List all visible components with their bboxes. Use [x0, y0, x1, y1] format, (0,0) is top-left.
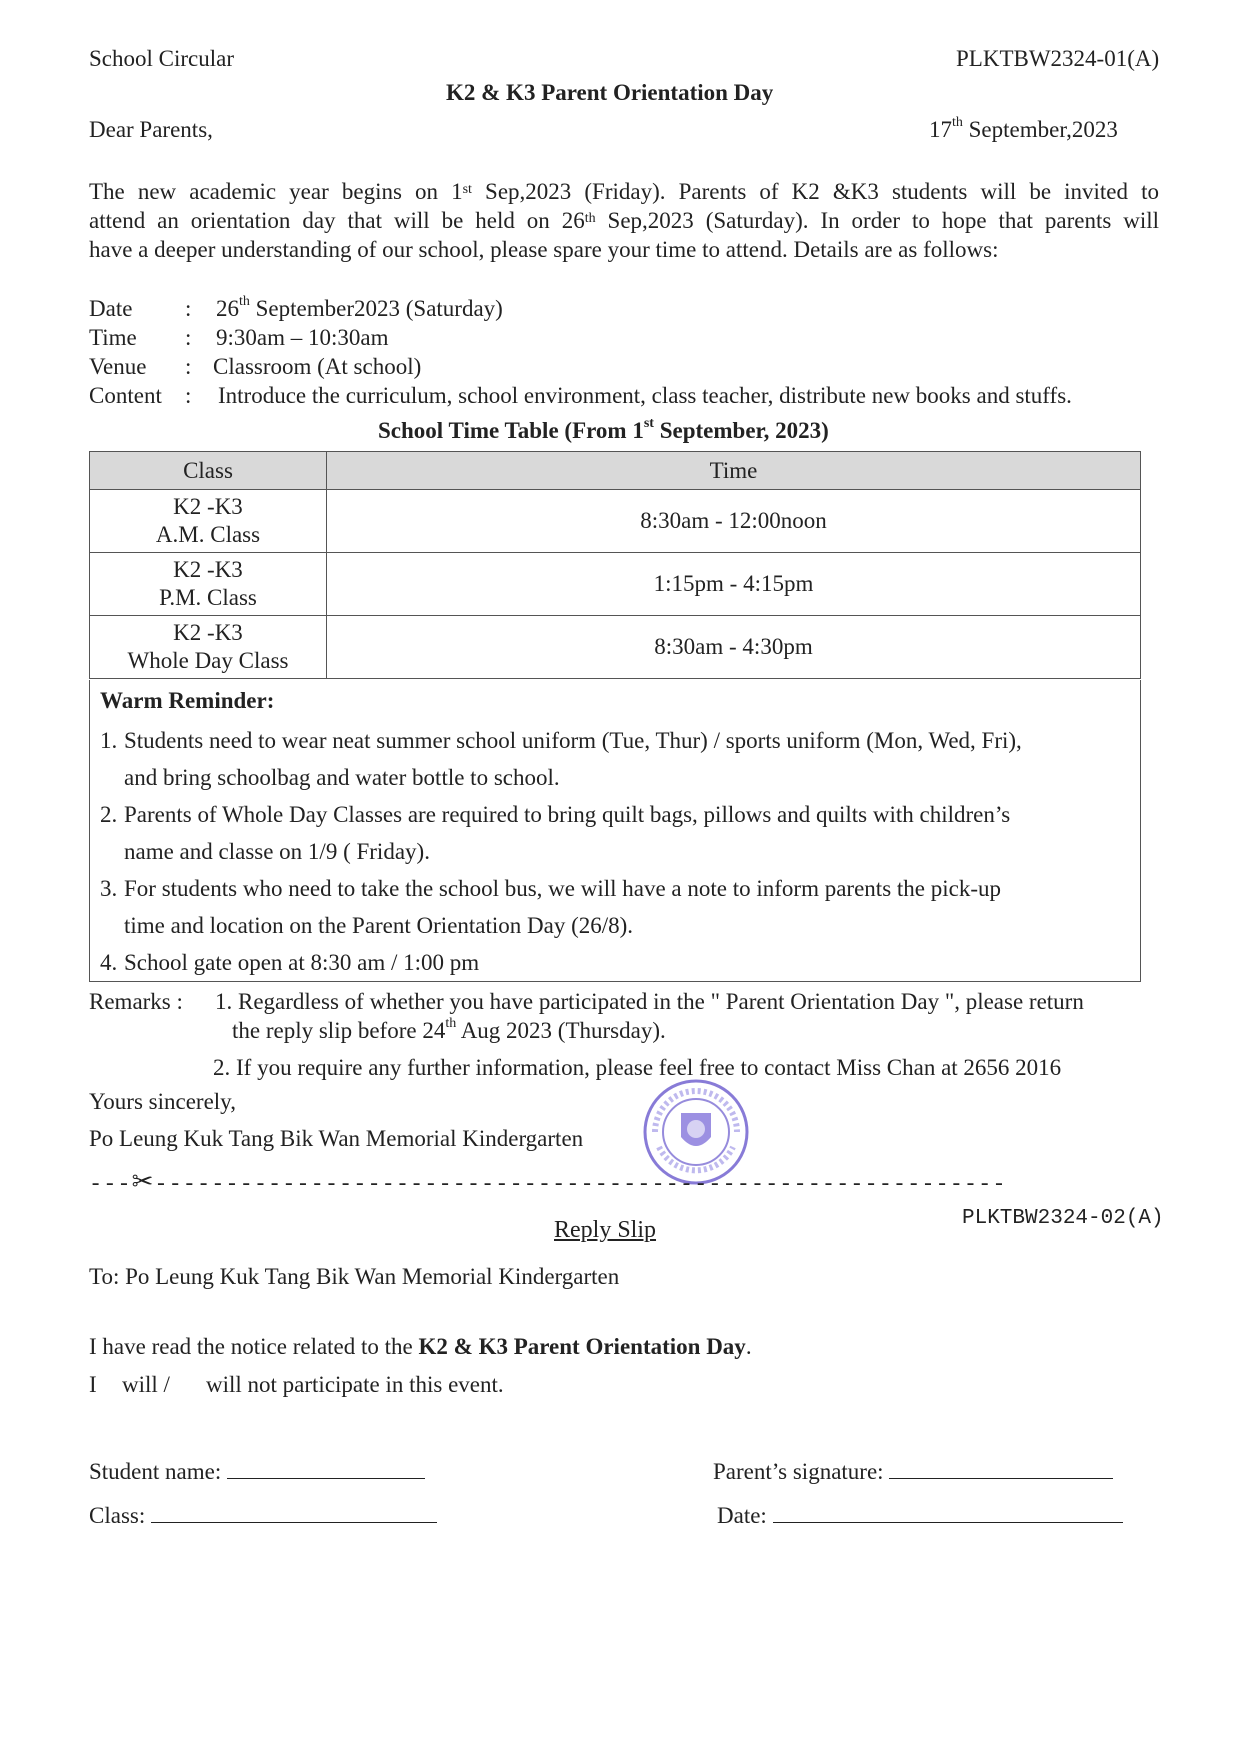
- letter-date-rest: September,2023: [962, 117, 1118, 142]
- detail-colon: :: [185, 383, 192, 408]
- cut-line: [89, 1167, 1007, 1197]
- intro-line-2: attend an orientation day that will be held on 26th Sep,2023 (Saturday). In order to hope that parents will: [89, 208, 1160, 233]
- page-title: K2 & K3 Parent Orientation Day: [446, 80, 774, 105]
- detail-time-label: Time: [89, 325, 137, 350]
- col-class-header: Class: [90, 452, 327, 490]
- timetable: [89, 451, 1141, 679]
- detail-colon: :: [185, 325, 192, 350]
- remark-1-line-2: the reply slip before 24th Aug 2023 (Thursday).: [232, 1016, 666, 1043]
- date-blank[interactable]: [773, 1500, 1123, 1523]
- closing-sincerely: Yours sincerely,: [89, 1089, 236, 1114]
- list-item: 3. For students who need to take the school bus, we will have a note to inform parents the pick-up time and location on the Parent Orientation Day (26/8).: [100, 876, 1001, 938]
- student-name-label: Student name:: [89, 1459, 222, 1484]
- time-cell: 8:30am - 4:30pm: [327, 616, 1141, 679]
- remark-1-line-1: 1. Regardless of whether you have participated in the " Parent Orientation Day ", please return: [215, 989, 1084, 1014]
- detail-content-value: Introduce the curriculum, school environment, class teacher, distribute new books and stuffs.: [218, 383, 1072, 408]
- list-item: 2. Parents of Whole Day Classes are required to bring quilt bags, pillows and quilts with children’s name and classe on 1/9 ( Friday).: [100, 802, 1011, 864]
- detail-colon: :: [185, 296, 192, 321]
- student-name-field: [89, 1456, 425, 1485]
- remark-2: 2. If you require any further information, please feel free to contact Miss Chan at 2656 2016: [213, 1055, 1062, 1080]
- detail-colon: :: [185, 354, 192, 379]
- remarks-label: Remarks :: [89, 989, 183, 1014]
- cut-dashes-left: ---: [89, 1172, 132, 1197]
- list-item: 1. Students need to wear neat summer school uniform (Tue, Thur) / sports uniform (Mon, Wed, Fri), and bring schoolbag and water bottle to school.: [100, 728, 1022, 790]
- warm-reminder-title: Warm Reminder:: [100, 688, 275, 713]
- will-not-option[interactable]: will not participate in this event.: [206, 1372, 504, 1397]
- scissors-icon: ✂: [131, 1167, 155, 1197]
- reply-i: I: [89, 1372, 97, 1397]
- greeting: Dear Parents,: [89, 117, 213, 142]
- letter-date-day: 17: [929, 117, 952, 142]
- detail-time-value: 9:30am – 10:30am: [216, 325, 389, 350]
- class-label: Class:: [89, 1503, 146, 1528]
- reminder-list: [100, 722, 1130, 981]
- intro-line-1: The new academic year begins on 1st Sep,2023 (Friday). Parents of K2 &K3 students will be invited to: [89, 179, 1159, 204]
- list-item: 4. School gate open at 8:30 am / 1:00 pm: [100, 950, 480, 975]
- timetable-header-row: [90, 452, 1141, 490]
- reply-slip-title: Reply Slip: [554, 1217, 657, 1243]
- cut-dashes-right: ------------------------------------------------------------: [154, 1172, 1007, 1197]
- date-field: [717, 1500, 1123, 1529]
- will-option[interactable]: will /: [122, 1372, 170, 1397]
- class-field: [89, 1500, 437, 1529]
- date-label: Date:: [717, 1503, 767, 1528]
- detail-date-value: 26th September2023 (Saturday): [216, 294, 503, 321]
- time-cell: 8:30am - 12:00noon: [327, 490, 1141, 553]
- detail-venue-value: Classroom (At school): [213, 354, 422, 379]
- warm-reminder-box: [89, 680, 1141, 982]
- detail-venue-label: Venue: [89, 354, 147, 379]
- student-name-blank[interactable]: [227, 1456, 425, 1479]
- table-row: [90, 490, 1141, 553]
- class-cell: K2 -K3 P.M. Class: [90, 553, 327, 616]
- reply-read-notice: I have read the notice related to the K2 & K3 Parent Orientation Day.: [89, 1334, 752, 1359]
- detail-date-label: Date: [89, 296, 133, 321]
- table-row: [90, 616, 1141, 679]
- closing-school-name: Po Leung Kuk Tang Bik Wan Memorial Kindergarten: [89, 1126, 584, 1151]
- reference-code: PLKTBW2324-01(A): [956, 46, 1160, 71]
- letter-date-sup: th: [952, 115, 963, 130]
- intro-paragraph: [89, 177, 1159, 264]
- parent-signature-blank[interactable]: [889, 1456, 1113, 1479]
- time-cell: 1:15pm - 4:15pm: [327, 553, 1141, 616]
- table-row: [90, 553, 1141, 616]
- col-time-header: Time: [327, 452, 1141, 490]
- reply-to: To: Po Leung Kuk Tang Bik Wan Memorial Kindergarten: [89, 1264, 620, 1289]
- parent-signature-field: [713, 1456, 1113, 1485]
- class-cell: K2 -K3 A.M. Class: [90, 490, 327, 553]
- class-cell: K2 -K3 Whole Day Class: [90, 616, 327, 679]
- reply-reference-code: PLKTBW2324-02(A): [962, 1207, 1164, 1230]
- detail-content-label: Content: [89, 383, 162, 408]
- timetable-title: School Time Table (From 1st September, 2023): [378, 416, 829, 443]
- intro-line-3: have a deeper understanding of our school, please spare your time to attend. Details are as follows:: [89, 237, 999, 262]
- letter-date: [929, 117, 1118, 143]
- circular-label: School Circular: [89, 46, 234, 71]
- parent-signature-label: Parent’s signature:: [713, 1459, 884, 1484]
- class-blank[interactable]: [151, 1500, 437, 1523]
